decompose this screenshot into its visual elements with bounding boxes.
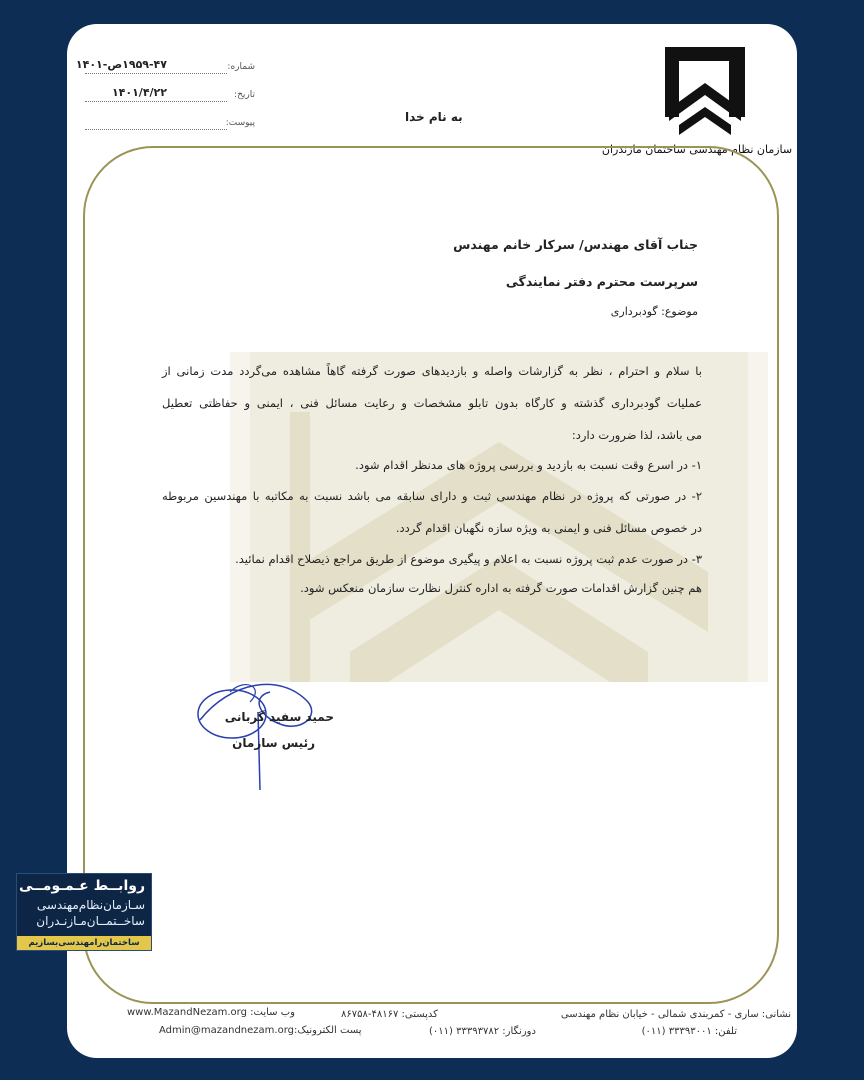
body-line-5: ۲- در صورتی که پروژه در نظام مهندسی ثبت و دارای سابقه می باشد نسبت به مکاتبه با مهندسین مربوطه [162,489,702,503]
signature-scribble [190,662,350,802]
footer-email[interactable]: Admin@mazandnezam.org:پست الکترونیک [159,1025,362,1036]
date-value: ۱۴۰۱/۴/۲۲ [111,86,167,99]
date-label: تاریخ: [234,90,255,100]
attachment-label: پیوست: [225,118,255,128]
letter-attachment [85,116,255,132]
recipient-line2: سرپرست محترم دفتر نمایندگی [505,274,698,289]
badge-line3: ساخــتمــان‌مـازنـدران [36,914,145,928]
letter-number [75,58,255,76]
org-logo-text: سازمان نظام مهندسی ساختمان مازندران [601,143,793,156]
recipient-line1: جناب آقای مهندس/ سرکار خانم مهندس [453,237,698,252]
footer-website[interactable]: www.MazandNezam.org :وب سایت [127,1007,295,1018]
body-line-1: با سلام و احترام ، نظر به گزارشات واصله و بازدیدهای صورت گرفته گاهاً مشاهده می‌گردد مدت زمانی از [162,364,702,378]
body-line-8: هم چنین گزارش اقدامات صورت گرفته به اداره کنترل نظارت سازمان منعکس شود. [300,581,702,595]
body-line-4: ۱- در اسرع وقت نسبت به بازدید و بررسی پروژه های مدنظر اقدام شود. [355,458,702,472]
footer-phone: تلفن: ۳۳۳۹۳۰۰۱ (۰۱۱) [641,1026,737,1037]
letter-date [85,88,255,104]
number-label: شماره: [227,62,255,72]
besmellah: به نام خدا [405,110,463,124]
letter-page [67,24,797,1058]
signer-name: حمید سفید گربانی [224,710,334,724]
footer-fax: دورنگار: ۳۳۳۹۳۷۸۲ (۰۱۱) [429,1026,536,1037]
public-relations-badge [16,873,152,951]
org-logo-icon [601,39,793,159]
body-line-7: ۳- در صورت عدم ثبت پروژه نسبت به اعلام و پیگیری موضوع از طریق مراجع ذیصلاح اقدام نمائید. [235,552,702,566]
signer-title: رئیس سازمان [232,736,315,750]
number-value: ۱۹۵۹-۴۷ص-۱۴۰۱ [75,58,167,71]
body-line-3: می باشد، لذا ضرورت دارد: [571,428,702,442]
body-line-2: عملیات گودبرداری گذشته و کارگاه بدون تابلو مشخصات و رعایت مسائل فنی ، ایمنی و حفاظتی تعطیل [162,396,702,410]
footer-postal: کدپستی: ۴۸۱۶۷-۸۶۷۵۸ [341,1009,438,1020]
body-line-6: در خصوص مسائل فنی و ایمنی به ویژه سازه نگهبان اقدام گردد. [395,521,702,535]
badge-line2: سـازمان‌نظام‌مهندسی [36,898,145,912]
subject: موضوع: گودبرداری [610,305,698,318]
footer-address: نشانی: ساری - کمربندی شمالی - خیابان نظام مهندسی [560,1009,791,1020]
badge-slogan: ساختمان‌را‌مهندسی‌بسازیم [17,936,151,950]
badge-line1: روابــط عـمـومــی [19,878,145,894]
